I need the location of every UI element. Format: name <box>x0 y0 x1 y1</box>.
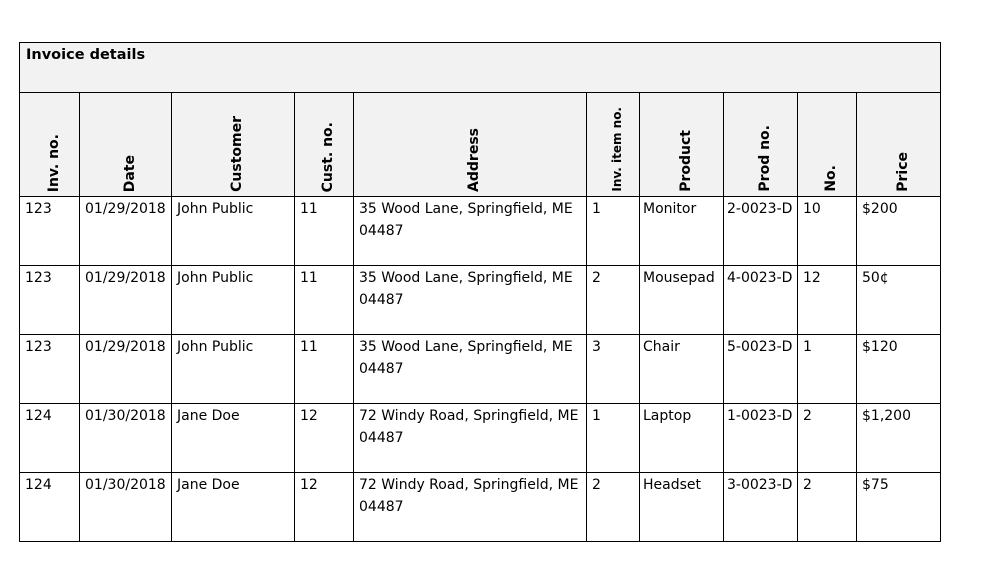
cell-value: 1 <box>592 201 601 217</box>
cell-value: $120 <box>862 339 898 355</box>
header-inv-item-no <box>587 93 640 197</box>
cell-address <box>354 335 587 404</box>
cell-date <box>80 197 172 266</box>
cell-cust-no <box>295 335 354 404</box>
cell-prod-no <box>724 473 798 542</box>
cell-inv-no <box>20 197 80 266</box>
header-label: Cust. no. <box>320 121 336 192</box>
table-header-row <box>20 93 941 197</box>
cell-cust-no <box>295 404 354 473</box>
cell-address <box>354 473 587 542</box>
cell-date <box>80 335 172 404</box>
cell-cust-no <box>295 473 354 542</box>
cell-value: John Public <box>177 201 254 217</box>
cell-inv-no <box>20 404 80 473</box>
cell-prod-no <box>724 404 798 473</box>
cell-no <box>798 266 857 335</box>
cell-value: 01/29/2018 <box>85 201 166 217</box>
cell-customer <box>172 404 295 473</box>
header-label: Inv. item no. <box>610 107 624 192</box>
header-label: Inv. no. <box>45 133 62 192</box>
cell-value: 35 Wood Lane, Springfield, ME 04487 <box>359 270 573 308</box>
cell-cust-no <box>295 197 354 266</box>
cell-inv-item-no <box>587 473 640 542</box>
cell-no <box>798 404 857 473</box>
cell-product <box>640 197 724 266</box>
cell-value: 01/30/2018 <box>85 477 166 493</box>
cell-value: 124 <box>25 408 52 424</box>
cell-value: 1 <box>592 408 601 424</box>
cell-no <box>798 335 857 404</box>
cell-value: 2 <box>592 477 601 493</box>
cell-customer <box>172 266 295 335</box>
cell-value: 11 <box>300 201 318 217</box>
cell-value: $200 <box>862 201 898 217</box>
cell-prod-no <box>724 335 798 404</box>
table-title-row <box>20 43 941 93</box>
cell-value: 50¢ <box>862 270 889 286</box>
cell-inv-item-no <box>587 266 640 335</box>
header-inv-no <box>20 93 80 197</box>
cell-value: 2-0023-D <box>727 201 793 217</box>
cell-address <box>354 197 587 266</box>
cell-value: 35 Wood Lane, Springfield, ME 04487 <box>359 201 573 239</box>
cell-value: $75 <box>862 477 889 493</box>
cell-value: 5-0023-D <box>727 339 793 355</box>
invoice-table <box>19 42 941 542</box>
cell-value: 1-0023-D <box>727 408 793 424</box>
cell-address <box>354 266 587 335</box>
cell-value: 12 <box>300 408 318 424</box>
cell-value: Monitor <box>643 201 697 217</box>
table-row <box>20 197 941 266</box>
cell-value: 11 <box>300 270 318 286</box>
cell-cust-no <box>295 266 354 335</box>
cell-inv-item-no <box>587 404 640 473</box>
table-row <box>20 266 941 335</box>
cell-value: 35 Wood Lane, Springfield, ME 04487 <box>359 339 573 377</box>
cell-value: 11 <box>300 339 318 355</box>
cell-inv-no <box>20 266 80 335</box>
cell-no <box>798 197 857 266</box>
cell-inv-item-no <box>587 335 640 404</box>
cell-value: 2 <box>592 270 601 286</box>
table-title-cell <box>20 43 941 93</box>
header-address <box>354 93 587 197</box>
cell-value: Chair <box>643 339 680 355</box>
cell-value: 123 <box>25 201 52 217</box>
cell-product <box>640 266 724 335</box>
cell-value: 72 Windy Road, Springfield, ME 04487 <box>359 477 579 515</box>
header-cust-no <box>295 93 354 197</box>
cell-value: 12 <box>300 477 318 493</box>
cell-prod-no <box>724 266 798 335</box>
cell-price <box>857 473 941 542</box>
cell-value: 123 <box>25 339 52 355</box>
cell-no <box>798 473 857 542</box>
cell-price <box>857 335 941 404</box>
table-row <box>20 404 941 473</box>
cell-inv-no <box>20 335 80 404</box>
header-label: Customer <box>229 116 245 192</box>
cell-value: 2 <box>803 408 812 424</box>
table-row <box>20 335 941 404</box>
cell-product <box>640 404 724 473</box>
cell-value: 123 <box>25 270 52 286</box>
cell-value: Mousepad <box>643 270 715 286</box>
cell-date <box>80 473 172 542</box>
cell-customer <box>172 197 295 266</box>
cell-prod-no <box>724 197 798 266</box>
cell-inv-no <box>20 473 80 542</box>
cell-value: John Public <box>177 270 254 286</box>
cell-value: 72 Windy Road, Springfield, ME 04487 <box>359 408 579 446</box>
header-prod-no <box>724 93 798 197</box>
cell-address <box>354 404 587 473</box>
header-label: Prod no. <box>756 125 773 192</box>
header-label: Date <box>121 154 138 192</box>
cell-product <box>640 335 724 404</box>
cell-value: 1 <box>803 339 812 355</box>
table-row <box>20 473 941 542</box>
cell-value: 3 <box>592 339 601 355</box>
cell-price <box>857 266 941 335</box>
cell-value: 01/29/2018 <box>85 339 166 355</box>
cell-value: 3-0023-D <box>727 477 793 493</box>
header-label: Product <box>677 130 694 192</box>
cell-value: Jane Doe <box>177 408 240 424</box>
header-date <box>80 93 172 197</box>
cell-value: $1,200 <box>862 408 911 424</box>
header-label: Address <box>466 128 482 192</box>
table-title: Invoice details <box>26 47 146 63</box>
cell-customer <box>172 473 295 542</box>
cell-value: 01/29/2018 <box>85 270 166 286</box>
cell-value: John Public <box>177 339 254 355</box>
header-label: No. <box>823 165 839 192</box>
header-product <box>640 93 724 197</box>
cell-value: Jane Doe <box>177 477 240 493</box>
cell-value: Headset <box>643 477 702 493</box>
cell-inv-item-no <box>587 197 640 266</box>
cell-price <box>857 404 941 473</box>
header-customer <box>172 93 295 197</box>
header-label: Price <box>894 152 911 192</box>
cell-value: Laptop <box>643 408 692 424</box>
cell-customer <box>172 335 295 404</box>
header-price <box>857 93 941 197</box>
cell-value: 124 <box>25 477 52 493</box>
cell-product <box>640 473 724 542</box>
cell-date <box>80 266 172 335</box>
cell-value: 10 <box>803 201 821 217</box>
cell-price <box>857 197 941 266</box>
header-no <box>798 93 857 197</box>
cell-date <box>80 404 172 473</box>
cell-value: 12 <box>803 270 821 286</box>
cell-value: 01/30/2018 <box>85 408 166 424</box>
cell-value: 4-0023-D <box>727 270 793 286</box>
cell-value: 2 <box>803 477 812 493</box>
